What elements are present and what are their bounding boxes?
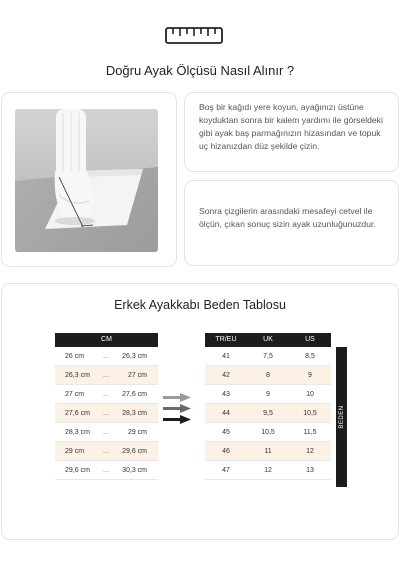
cm-separator: ... xyxy=(103,372,109,379)
cm-to: 29,6 cm xyxy=(122,448,147,455)
size-tr-eu: 42 xyxy=(222,372,230,379)
table-row xyxy=(205,423,331,442)
table-row xyxy=(55,461,158,480)
photo-card xyxy=(1,92,177,267)
table-row xyxy=(205,366,331,385)
cm-from: 27,6 cm xyxy=(65,410,90,417)
beden-side-label xyxy=(336,347,347,487)
table-row xyxy=(205,385,331,404)
size-us: 12 xyxy=(306,448,314,455)
cm-to: 28,3 cm xyxy=(122,410,147,417)
cm-to: 27,6 cm xyxy=(122,391,147,398)
size-uk: 9 xyxy=(266,391,270,398)
size-us: 11,5 xyxy=(303,429,317,436)
size-header xyxy=(205,333,331,347)
table-row xyxy=(55,347,158,366)
table-row xyxy=(205,347,331,366)
foot-measurement-photo xyxy=(15,109,158,252)
size-us: 9 xyxy=(308,372,312,379)
size-us: 10,5 xyxy=(303,410,317,417)
ruler-icon xyxy=(165,27,223,44)
cm-from: 26 cm xyxy=(65,353,85,360)
size-uk: 8 xyxy=(266,372,270,379)
size-chart-title: Erkek Ayakkabı Beden Tablosu xyxy=(114,298,286,312)
size-tr-eu: 46 xyxy=(222,448,230,455)
size-tr-eu: 43 xyxy=(222,391,230,398)
size-us: 13 xyxy=(306,467,314,474)
table-row xyxy=(55,423,158,442)
size-uk: 10,5 xyxy=(261,429,275,436)
cm-from: 28,3 cm xyxy=(65,429,90,436)
cm-from: 26,3 cm xyxy=(65,372,90,379)
instruction-text-2: Sonra çizgilerin arasındaki mesafeyi cetvel ile ölçün, çıkan sonuç sizin ayak uzunluğunuzdur. xyxy=(199,206,376,229)
size-tr-eu: 44 xyxy=(222,410,230,417)
cm-header: CM xyxy=(55,333,158,347)
header-us: US xyxy=(305,336,315,343)
table-row xyxy=(55,404,158,423)
cm-separator: ... xyxy=(103,410,109,417)
cm-to: 27 cm xyxy=(127,372,147,379)
size-table xyxy=(205,333,331,480)
cm-separator: ... xyxy=(103,448,109,455)
size-uk: 11 xyxy=(264,448,272,455)
cm-separator: ... xyxy=(103,429,109,436)
table-row xyxy=(205,461,331,480)
cm-to: 30,3 cm xyxy=(122,467,147,474)
size-us: 8,5 xyxy=(305,353,315,360)
table-row xyxy=(55,442,158,461)
instruction-text-1: Boş bir kağıdı yere koyun, ayağınızı üstüne koyduktan sonra bir kalem yardımı ile görseldeki gibi ayak baş parmağınızın hizasından ve topuk uç hizanızdan düz şekilde çizin. xyxy=(199,102,383,151)
table-row xyxy=(205,404,331,423)
header-uk: UK xyxy=(263,336,273,343)
size-uk: 7,5 xyxy=(263,353,273,360)
cm-to: 29 cm xyxy=(127,429,147,436)
table-row xyxy=(55,366,158,385)
instruction-card-1 xyxy=(184,92,399,172)
cm-from: 27 cm xyxy=(65,391,85,398)
table-row xyxy=(205,442,331,461)
page-title: Doğru Ayak Ölçüsü Nasıl Alınır ? xyxy=(105,63,295,78)
size-tr-eu: 41 xyxy=(222,353,230,360)
cm-to: 26,3 cm xyxy=(122,353,147,360)
cm-separator: ... xyxy=(103,467,109,474)
size-uk: 12 xyxy=(264,467,272,474)
arrow-right-icon xyxy=(163,393,193,427)
header-tr-eu: TR/EU xyxy=(215,336,237,343)
cm-separator: ... xyxy=(103,353,109,360)
beden-label-text: BEDEN xyxy=(338,405,345,429)
instruction-card-2 xyxy=(184,180,399,266)
size-tr-eu: 47 xyxy=(222,467,230,474)
cm-from: 29,6 cm xyxy=(65,467,90,474)
size-tr-eu: 45 xyxy=(222,429,230,436)
cm-table xyxy=(55,333,158,480)
table-row xyxy=(55,385,158,404)
size-uk: 9,5 xyxy=(263,410,273,417)
size-us: 10 xyxy=(306,391,314,398)
cm-separator: ... xyxy=(103,391,109,398)
cm-from: 29 cm xyxy=(65,448,85,455)
